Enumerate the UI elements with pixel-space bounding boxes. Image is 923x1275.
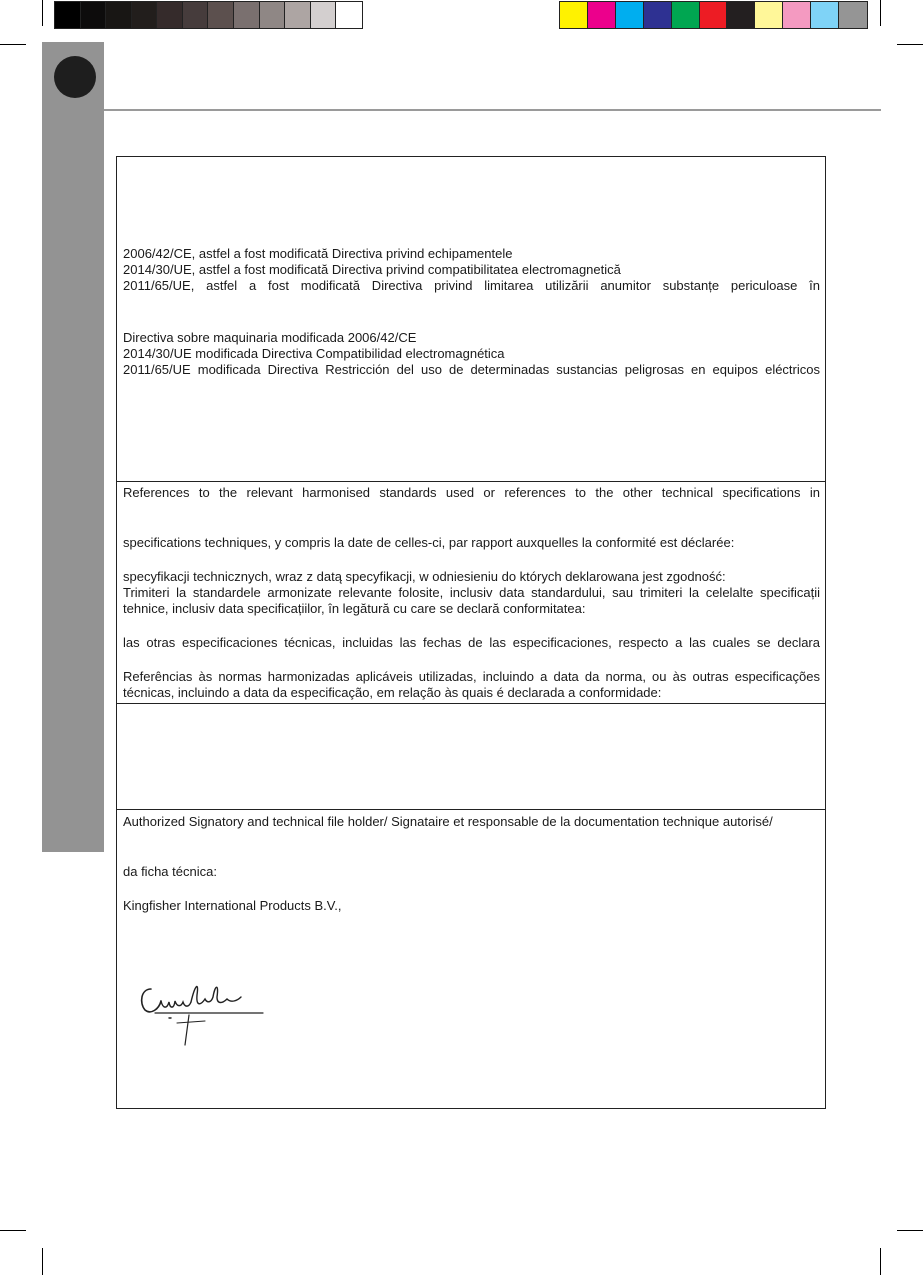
directive-line: Directiva sobre maquinaria modificada 2006/42/CE: [123, 330, 417, 345]
color-swatch: [588, 2, 616, 28]
color-swatch: [672, 2, 700, 28]
color-swatch: [616, 2, 644, 28]
header-rule: [104, 109, 881, 111]
directive-line: 2014/30/UE, astfel a fost modificată Directiva privind compatibilitatea electromagnetică: [123, 262, 621, 277]
directive-line: 2011/65/UE, astfel a fost modificată Directiva privind limitarea utilizării anumitor substanțe periculoase în: [123, 278, 820, 293]
crop-mark: [880, 1248, 881, 1275]
standards-line: tehnice, inclusiv data specificațiilor, în legătură cu care se declară conformitatea:: [123, 601, 586, 616]
standards-line: Trimiteri la standardele armonizate relevante folosite, inclusiv data standardului, sau trimiteri la celelalte specificații: [123, 585, 820, 600]
standards-line: las otras especificaciones técnicas, incluidas las fechas de las especificaciones, respecto a las cuales se declara: [123, 635, 820, 650]
table-divider: [117, 481, 825, 482]
color-swatch: [183, 2, 209, 28]
standards-line: Referências às normas harmonizadas aplicáveis utilizadas, incluindo a data da norma, ou às outras especificações: [123, 669, 820, 684]
crop-mark: [0, 44, 26, 45]
standards-line: specyfikacji technicznych, wraz z datą specyfikacji, w odniesieniu do których deklarowana jest zgodność:: [123, 569, 726, 584]
directive-line: 2011/65/UE modificada Directiva Restricción del uso de determinadas sustancias peligrosas en equipos eléctricos: [123, 362, 820, 377]
handwritten-signature: [137, 975, 267, 1050]
directive-line: 2014/30/UE modificada Directiva Compatibilidad electromagnética: [123, 346, 505, 361]
color-swatch: [260, 2, 286, 28]
grayscale-color-bar: [54, 1, 363, 29]
crop-mark: [42, 1248, 43, 1275]
color-swatch: [811, 2, 839, 28]
color-swatch: [132, 2, 158, 28]
color-swatch: [839, 2, 867, 28]
color-swatch: [285, 2, 311, 28]
table-divider: [117, 809, 825, 810]
standards-line: técnicas, incluindo a data da especificação, em relação às quais é declarada a conformidade:: [123, 685, 662, 700]
signatory-line: Authorized Signatory and technical file holder/ Signataire et responsable de la documentation technique autorisé/: [123, 814, 773, 829]
table-divider: [117, 703, 825, 704]
color-swatch: [727, 2, 755, 28]
color-swatch: [336, 2, 362, 28]
color-swatch: [81, 2, 107, 28]
process-color-bar: [559, 1, 868, 29]
crop-mark: [42, 0, 43, 26]
crop-mark: [0, 1230, 26, 1231]
directive-line: 2006/42/CE, astfel a fost modificată Directiva privind echipamentele: [123, 246, 513, 261]
side-tab: [42, 42, 104, 852]
company-name: Kingfisher International Products B.V.,: [123, 898, 342, 913]
crop-mark: [897, 44, 923, 45]
color-swatch: [106, 2, 132, 28]
color-swatch: [234, 2, 260, 28]
crop-mark: [880, 0, 881, 26]
color-swatch: [157, 2, 183, 28]
standards-line: References to the relevant harmonised standards used or references to the other technical specifications in: [123, 485, 820, 500]
color-swatch: [783, 2, 811, 28]
standards-line: specifications techniques, y compris la date de celles-ci, par rapport auxquelles la conformité est déclarée:: [123, 535, 735, 550]
section-badge: [54, 56, 96, 98]
color-swatch: [700, 2, 728, 28]
ficha-line: da ficha técnica:: [123, 864, 217, 879]
declaration-table: [116, 156, 826, 1109]
color-swatch: [208, 2, 234, 28]
color-swatch: [560, 2, 588, 28]
color-swatch: [644, 2, 672, 28]
color-swatch: [55, 2, 81, 28]
color-swatch: [311, 2, 337, 28]
color-swatch: [755, 2, 783, 28]
crop-mark: [897, 1230, 923, 1231]
